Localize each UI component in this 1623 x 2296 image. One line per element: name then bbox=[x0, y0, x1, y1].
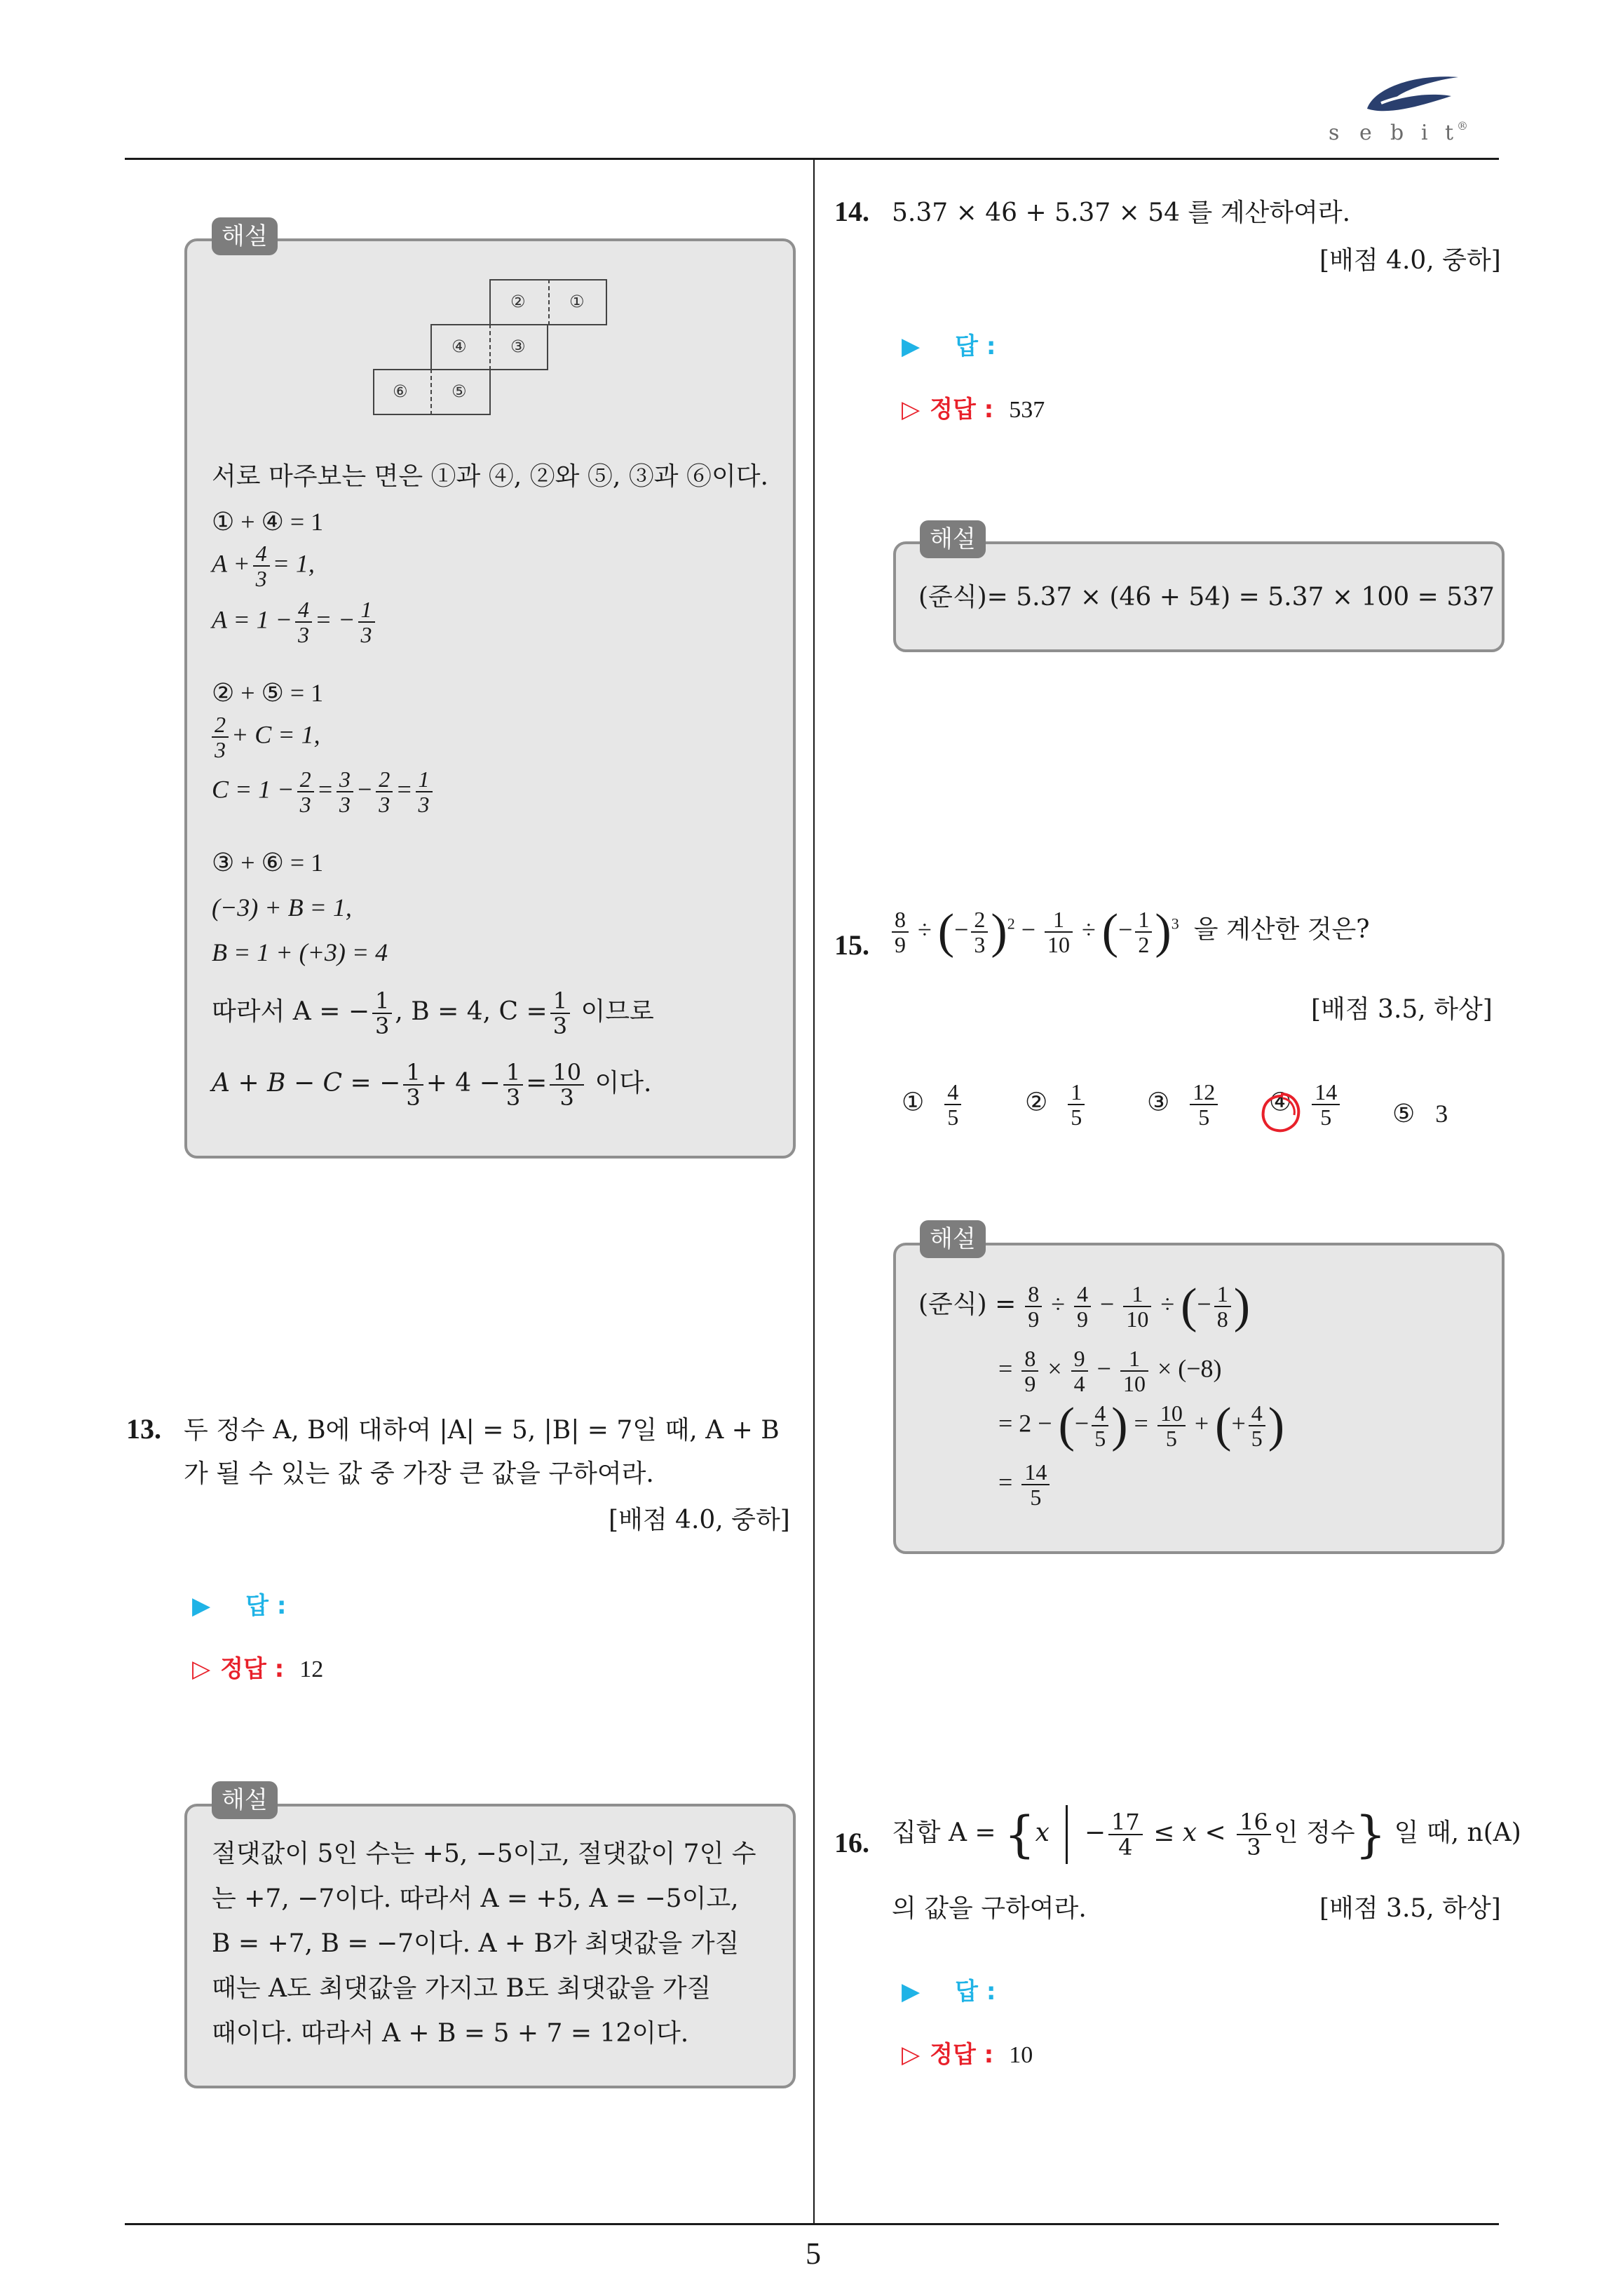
solution-line: = $\frac{8}{9}$ × $\frac{9}{4}$ − $\frac{1}{10}$ × (−8) bbox=[998, 1346, 1222, 1396]
correct-answer-row bbox=[902, 2035, 1033, 2069]
question-text: 두 정수 A, B에 대하여 |A| = 5, |B| = 7일 때, A + B bbox=[184, 1416, 780, 1445]
question-score: [배점 4.0, 중하] bbox=[1319, 246, 1501, 275]
answer-label: 답 : bbox=[955, 332, 996, 360]
play-arrow-icon: ▶ bbox=[902, 1978, 921, 2006]
question-number: 14. bbox=[834, 196, 869, 227]
solution-line: ① + ④ = 1 bbox=[212, 508, 324, 536]
solution-line: = $\frac{14}{5}$ bbox=[998, 1460, 1052, 1509]
correct-label: 정답 : bbox=[220, 1655, 285, 1683]
choice-4[interactable]: ④ $\frac{14}{5}$ bbox=[1269, 1080, 1343, 1129]
play-arrow-icon: ▶ bbox=[902, 332, 921, 360]
correct-label: 정답 : bbox=[930, 396, 994, 424]
solution-line: (준식)= 5.37 × (46 + 54) = 5.37 × 100 = 537 bbox=[918, 583, 1495, 612]
question-text: 5.37 × 46 + 5.37 × 54 를 계산하여라. bbox=[892, 198, 1351, 227]
logo-registered: ® bbox=[1457, 119, 1468, 133]
question-score: [배점 3.5, 하상] bbox=[1319, 1894, 1501, 1923]
net-fold-line bbox=[548, 279, 550, 325]
net-label: ⑥ bbox=[393, 381, 408, 401]
solution-line: 절댓값이 5인 수는 +5, −5이고, 절댓값이 7인 수 bbox=[212, 1839, 756, 1868]
solution-line: C = 1 − $\frac{2}{3}$ = $\frac{3}{3}$ − $\frac{2}{3}$ = $\frac{1}{3}$ bbox=[212, 767, 435, 816]
solution-line: A + B − C = − $\frac{1}{3}$ + 4 − $\frac{1}{3}$ = $\frac{10}{3}$ 이다. bbox=[212, 1059, 652, 1111]
solution-line: A = 1 − $\frac{4}{3}$ = − $\frac{1}{3}$ bbox=[212, 597, 378, 647]
solution-tag: 해설 bbox=[212, 1781, 278, 1819]
answer-label: 답 : bbox=[955, 1978, 996, 2006]
choice-2[interactable]: ② $\frac{1}{5}$ bbox=[1025, 1080, 1087, 1129]
question-score: [배점 4.0, 중하] bbox=[609, 1506, 790, 1534]
net-label: ① bbox=[569, 292, 585, 311]
net-label: ⑤ bbox=[451, 381, 467, 401]
solution-line: 는 +7, −7이다. 따라서 A = +5, A = −5이고, bbox=[212, 1884, 739, 1913]
correct-value: 12 bbox=[299, 1656, 324, 1682]
net-fold-line bbox=[430, 369, 489, 370]
solution-line: A + $\frac{4}{3}$ = 1, bbox=[212, 541, 315, 591]
play-arrow-icon: ▶ bbox=[192, 1592, 211, 1620]
sebit-logo-text bbox=[1329, 121, 1469, 149]
correct-answer-row bbox=[192, 1649, 323, 1684]
solution-tag: 해설 bbox=[920, 520, 986, 558]
question-score: [배점 3.5, 하상] bbox=[1311, 995, 1493, 1024]
outline-arrow-icon: ▷ bbox=[902, 2041, 921, 2069]
correct-answer-row bbox=[902, 390, 1045, 424]
correct-label: 정답 : bbox=[930, 2041, 994, 2069]
net-label: ④ bbox=[451, 337, 467, 356]
solution-line: 서로 마주보는 면은 ①과 ④, ②와 ⑤, ③과 ⑥이다. bbox=[212, 462, 768, 491]
page-number: 5 bbox=[806, 2236, 821, 2271]
logo-letter: b bbox=[1390, 121, 1404, 145]
solution-line: 때이다. 따라서 A + B = 5 + 7 = 12이다. bbox=[212, 2019, 689, 2048]
outline-arrow-icon: ▷ bbox=[902, 396, 921, 424]
outline-arrow-icon: ▷ bbox=[192, 1655, 211, 1683]
question-number: 13. bbox=[126, 1413, 161, 1445]
net-label: ③ bbox=[510, 337, 526, 356]
answer-label: 답 : bbox=[245, 1592, 287, 1620]
solution-line: ② + ⑤ = 1 bbox=[212, 679, 324, 707]
question-expression: $\frac{8}{9}$ ÷ (− $\frac{2}{3}$ )$^2$ − $\frac{1}{10}$ ÷ (− $\frac{1}{2}$ )$^3$ 을 계산한 것은? bbox=[889, 907, 1370, 957]
logo-letter: t bbox=[1445, 121, 1454, 145]
question-number: 16. bbox=[834, 1827, 869, 1858]
choice-5[interactable]: ⑤ 3 bbox=[1392, 1100, 1448, 1128]
solution-tag: 해설 bbox=[920, 1220, 986, 1258]
question-text: 가 될 수 있는 값 중 가장 큰 값을 구하여라. bbox=[184, 1459, 654, 1488]
answer-row[interactable] bbox=[192, 1586, 286, 1621]
solution-tag: 해설 bbox=[212, 217, 278, 255]
solution-line: 따라서 A = − $\frac{1}{3}$ , B = 4, C = $\frac{1}{3}$ 이므로 bbox=[212, 987, 654, 1039]
column-divider bbox=[813, 160, 815, 2224]
net-fold-line bbox=[489, 324, 548, 325]
net-fold-line bbox=[489, 324, 491, 370]
answer-row[interactable] bbox=[902, 1972, 996, 2006]
net-fold-line bbox=[430, 369, 432, 415]
footer-rule bbox=[125, 2223, 1499, 2225]
solution-line: (−3) + B = 1, bbox=[212, 893, 352, 921]
question-text: 의 값을 구하여라. bbox=[892, 1894, 1087, 1923]
solution-line: B = +7, B = −7이다. A + B가 최댓값을 가질 bbox=[212, 1929, 740, 1958]
solution-line: 때는 A도 최댓값을 가지고 B도 최댓값을 가질 bbox=[212, 1974, 712, 2003]
logo-letter: s bbox=[1329, 121, 1340, 145]
logo-letter: i bbox=[1421, 121, 1428, 145]
net-label: ② bbox=[510, 292, 526, 311]
solution-line: = 2 − (− $\frac{4}{5}$ ) = $\frac{10}{5}$ + (+ $\frac{4}{5}$ ) bbox=[998, 1398, 1285, 1452]
net-cell bbox=[373, 369, 491, 415]
correct-value: 10 bbox=[1009, 2042, 1033, 2068]
question-number: 15. bbox=[834, 929, 869, 961]
solution-line: B = 1 + (+3) = 4 bbox=[212, 938, 388, 966]
question-expression: 집합 A = {x − $\frac{17}{4}$ ≤ x < $\frac{16}{3}$ 인 정수} 일 때, n(A) bbox=[892, 1806, 1521, 1863]
correct-value: 537 bbox=[1009, 397, 1045, 423]
selected-choice-circle-icon bbox=[1258, 1090, 1304, 1136]
solution-line: $\frac{2}{3}$ + C = 1, bbox=[209, 713, 320, 762]
solution-line: ③ + ⑥ = 1 bbox=[212, 849, 324, 877]
sebit-logo-icon bbox=[1360, 67, 1465, 116]
choice-1[interactable]: ① $\frac{4}{5}$ bbox=[902, 1080, 964, 1129]
logo-letter: e bbox=[1359, 121, 1372, 145]
choice-3[interactable]: ③ $\frac{12}{5}$ bbox=[1147, 1080, 1221, 1129]
solution-line: (준식) = $\frac{8}{9}$ ÷ $\frac{4}{9}$ − $\frac{1}{10}$ ÷ (− $\frac{1}{8}$ ) bbox=[918, 1279, 1251, 1333]
answer-row[interactable] bbox=[902, 327, 996, 361]
header-rule bbox=[125, 158, 1499, 160]
